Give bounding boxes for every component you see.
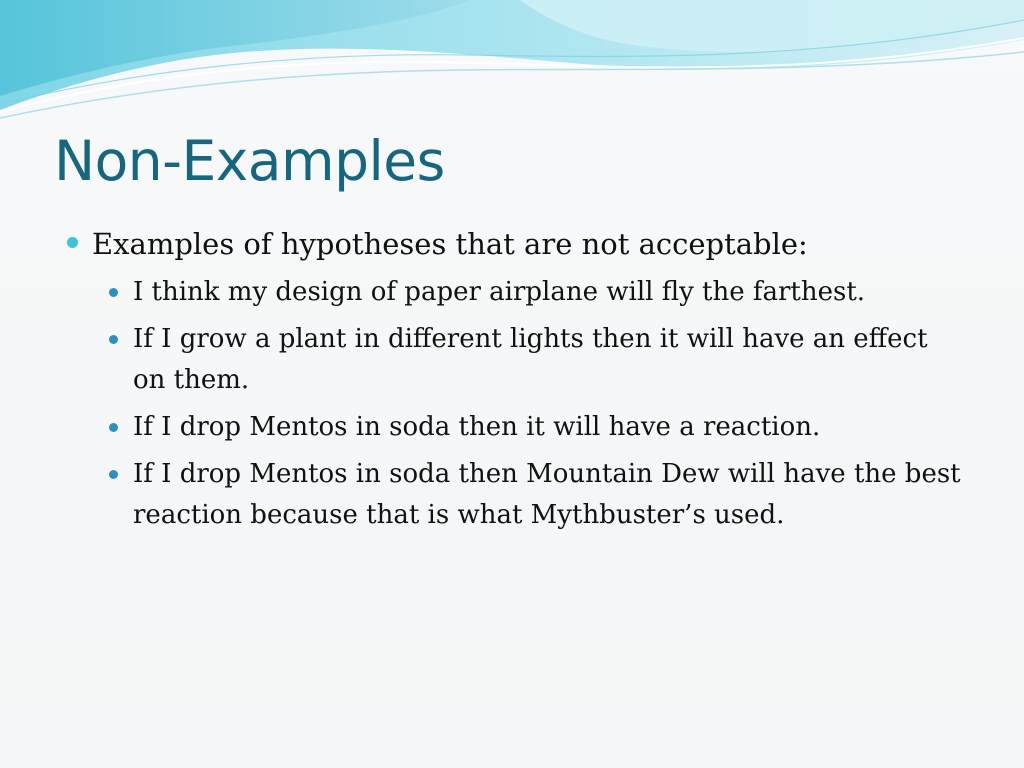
bullet-dot-icon	[109, 335, 118, 344]
sub-bullet-item	[106, 319, 963, 401]
bullet-dot-icon	[109, 288, 118, 297]
main-bullet-text: Examples of hypotheses that are not acceptable:	[92, 227, 808, 261]
sub-bullet-item	[106, 407, 963, 448]
sub-bullet-text: If I grow a plant in different lights then it will have an effect on them.	[133, 324, 928, 395]
bullet-dot-icon	[109, 423, 118, 432]
slide-title: Non-Examples	[54, 129, 445, 193]
decorative-wave-banner	[0, 0, 1024, 130]
sub-bullet-list	[64, 272, 964, 536]
sub-bullet-text: If I drop Mentos in soda then Mountain Dew will have the best reaction because that is what Mythbuster’s used.	[133, 459, 961, 530]
slide-body	[64, 222, 964, 542]
sub-bullet-item	[106, 272, 963, 313]
bullet-dot-icon	[109, 470, 118, 479]
sub-bullet-text: If I drop Mentos in soda then it will have a reaction.	[133, 412, 821, 442]
sub-bullet-text: I think my design of paper airplane will fly the farthest.	[133, 277, 866, 307]
main-bullet	[64, 222, 964, 266]
bullet-dot-icon	[67, 237, 78, 248]
sub-bullet-item	[106, 454, 963, 536]
